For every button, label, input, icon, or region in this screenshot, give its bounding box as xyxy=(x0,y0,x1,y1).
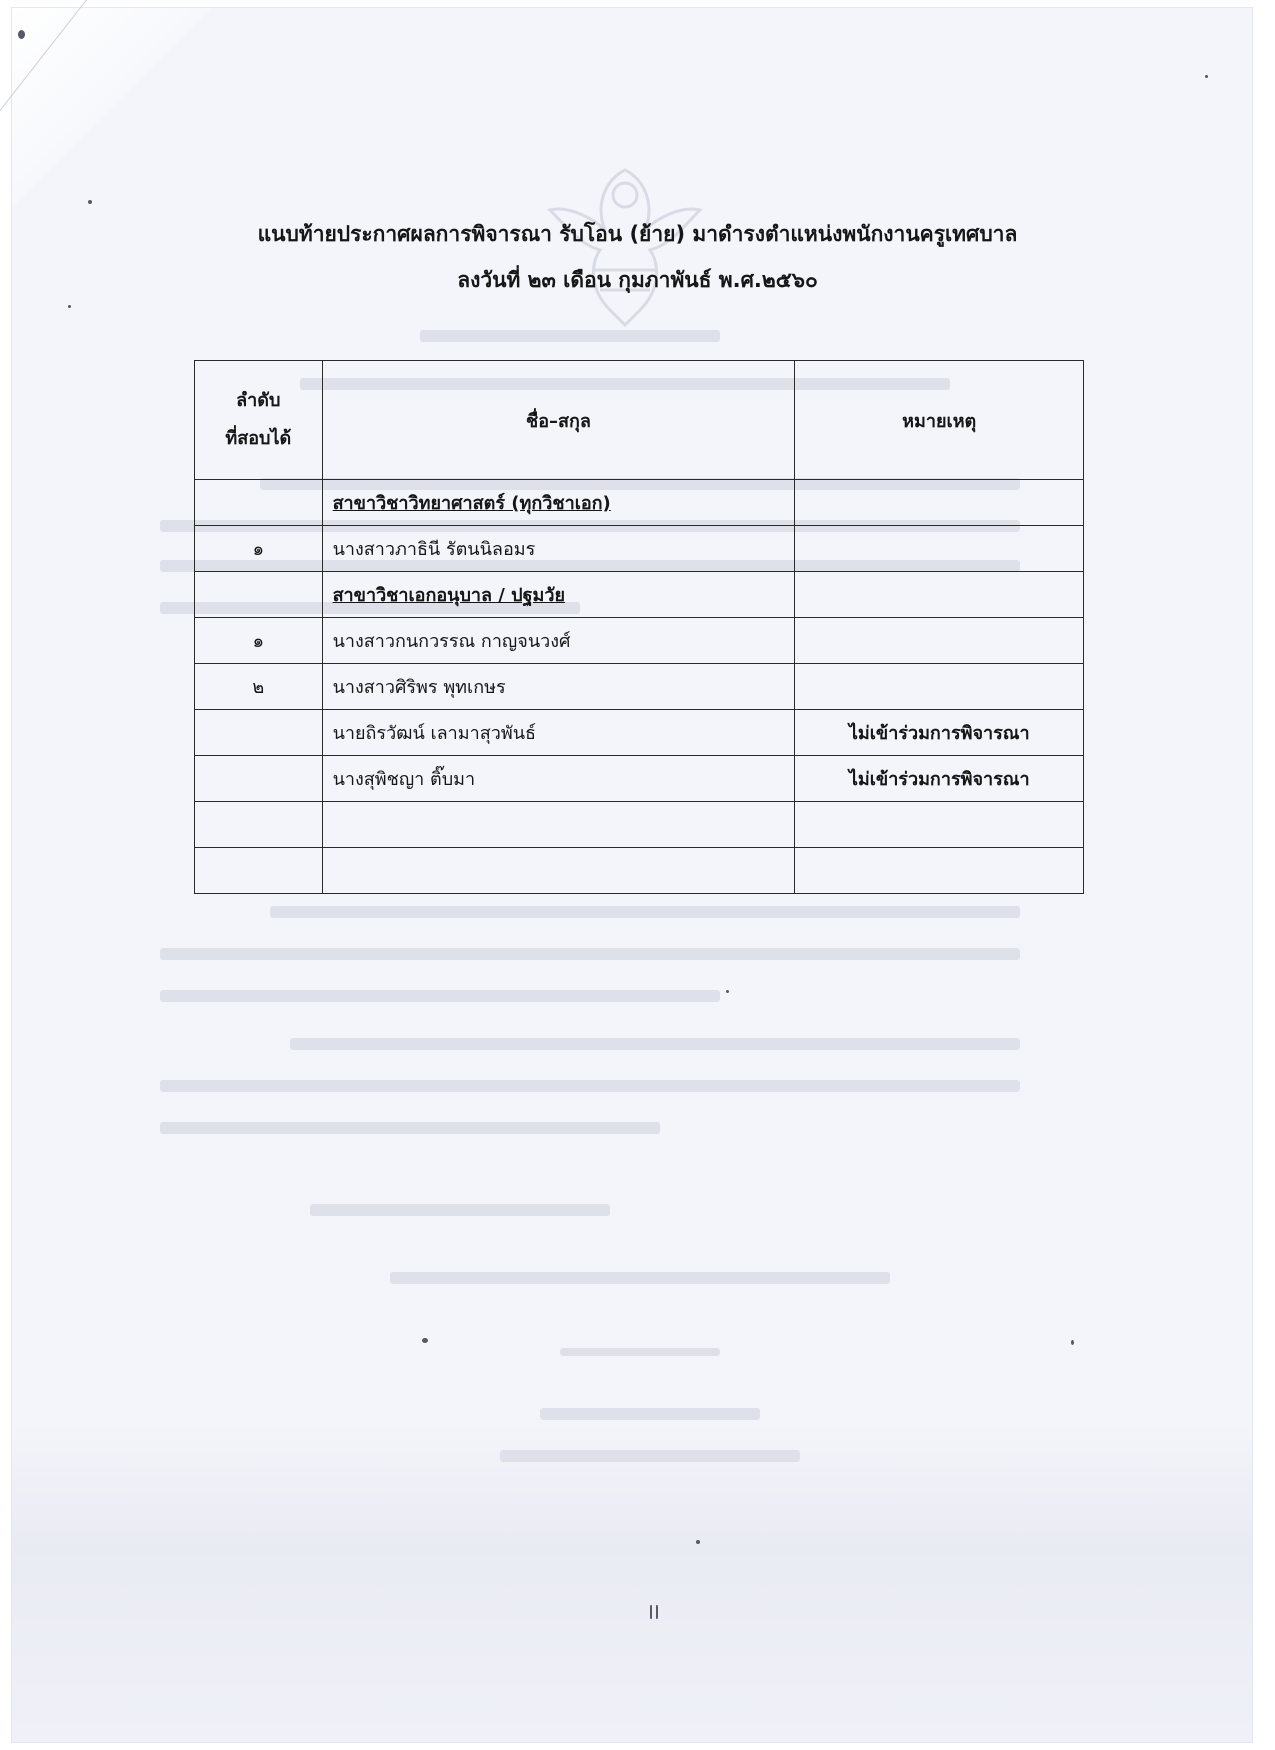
bleed-through-mark xyxy=(270,906,1020,918)
bleed-through-mark xyxy=(420,330,720,342)
bleed-through-mark xyxy=(160,1122,660,1134)
rank-cell: ๑ xyxy=(195,526,323,572)
name-cell: นางสาวศิริพร พุทเกษร xyxy=(322,664,795,710)
remark-cell xyxy=(795,664,1084,710)
rank-cell xyxy=(195,756,323,802)
name-cell: นางสาวภาธินี รัตนนิลอมร xyxy=(322,526,795,572)
name-cell: นางสุพิชญา ติ๊บมา xyxy=(322,756,795,802)
table-row xyxy=(195,710,1084,756)
results-table xyxy=(194,360,1084,894)
scan-speck xyxy=(656,1605,658,1619)
bleed-through-mark xyxy=(290,1038,1020,1050)
scan-speck xyxy=(726,990,729,993)
scan-speck xyxy=(88,200,92,204)
bleed-through-mark xyxy=(500,1450,800,1462)
bleed-through-mark xyxy=(160,948,1020,960)
table-row xyxy=(195,618,1084,664)
remark-cell xyxy=(795,526,1084,572)
remark-cell: ไม่เข้าร่วมการพิจารณา xyxy=(795,710,1084,756)
bleed-through-mark xyxy=(160,1080,1020,1092)
empty-row xyxy=(195,802,1084,848)
header-name: ชื่อ–สกุล xyxy=(322,361,795,480)
bleed-through-mark xyxy=(390,1272,890,1284)
scan-speck xyxy=(650,1605,652,1619)
document-date: ลงวันที่ ๒๓ เดือน กุมภาพันธ์ พ.ศ.๒๕๖๐ xyxy=(457,268,818,292)
section-row xyxy=(195,480,1084,526)
page-corner-fold xyxy=(12,8,212,248)
scan-speck xyxy=(1205,75,1208,78)
bleed-through-mark xyxy=(160,990,720,1002)
header-remark: หมายเหตุ xyxy=(795,361,1084,480)
table-header-row xyxy=(195,361,1084,480)
remark-cell xyxy=(795,618,1084,664)
bleed-through-mark xyxy=(310,1204,610,1216)
section-title-kindergarten: สาขาวิชาเอกอนุบาล / ปฐมวัย xyxy=(322,572,795,618)
name-cell: นายถิรวัฒน์ เลามาสุวพันธ์ xyxy=(322,710,795,756)
name-cell: นางสาวกนกวรรณ กาญจนวงศ์ xyxy=(322,618,795,664)
rank-cell: ๒ xyxy=(195,664,323,710)
scan-speck xyxy=(18,30,25,39)
section-title-science: สาขาวิชาวิทยาศาสตร์ (ทุกวิชาเอก) xyxy=(322,480,795,526)
empty-row xyxy=(195,848,1084,894)
scan-speck xyxy=(422,1338,428,1343)
header-rank xyxy=(195,361,323,480)
bleed-through-mark xyxy=(540,1408,760,1420)
scan-speck xyxy=(696,1540,700,1544)
scan-speck xyxy=(68,305,71,308)
rank-cell xyxy=(195,710,323,756)
bleed-through-mark xyxy=(560,1348,720,1356)
remark-cell: ไม่เข้าร่วมการพิจารณา xyxy=(795,756,1084,802)
rank-cell: ๑ xyxy=(195,618,323,664)
section-row xyxy=(195,572,1084,618)
document-title: แนบท้ายประกาศผลการพิจารณา รับโอน (ย้าย) มาดำรงตำแหน่งพนักงานครูเทศบาล xyxy=(257,222,1018,246)
scan-speck xyxy=(1071,1340,1074,1345)
table-row xyxy=(195,664,1084,710)
header-rank-label: ลำดับ ที่สอบได้ xyxy=(225,390,292,449)
table-row xyxy=(195,526,1084,572)
table-row xyxy=(195,756,1084,802)
scan-shadow xyxy=(12,1420,1252,1742)
